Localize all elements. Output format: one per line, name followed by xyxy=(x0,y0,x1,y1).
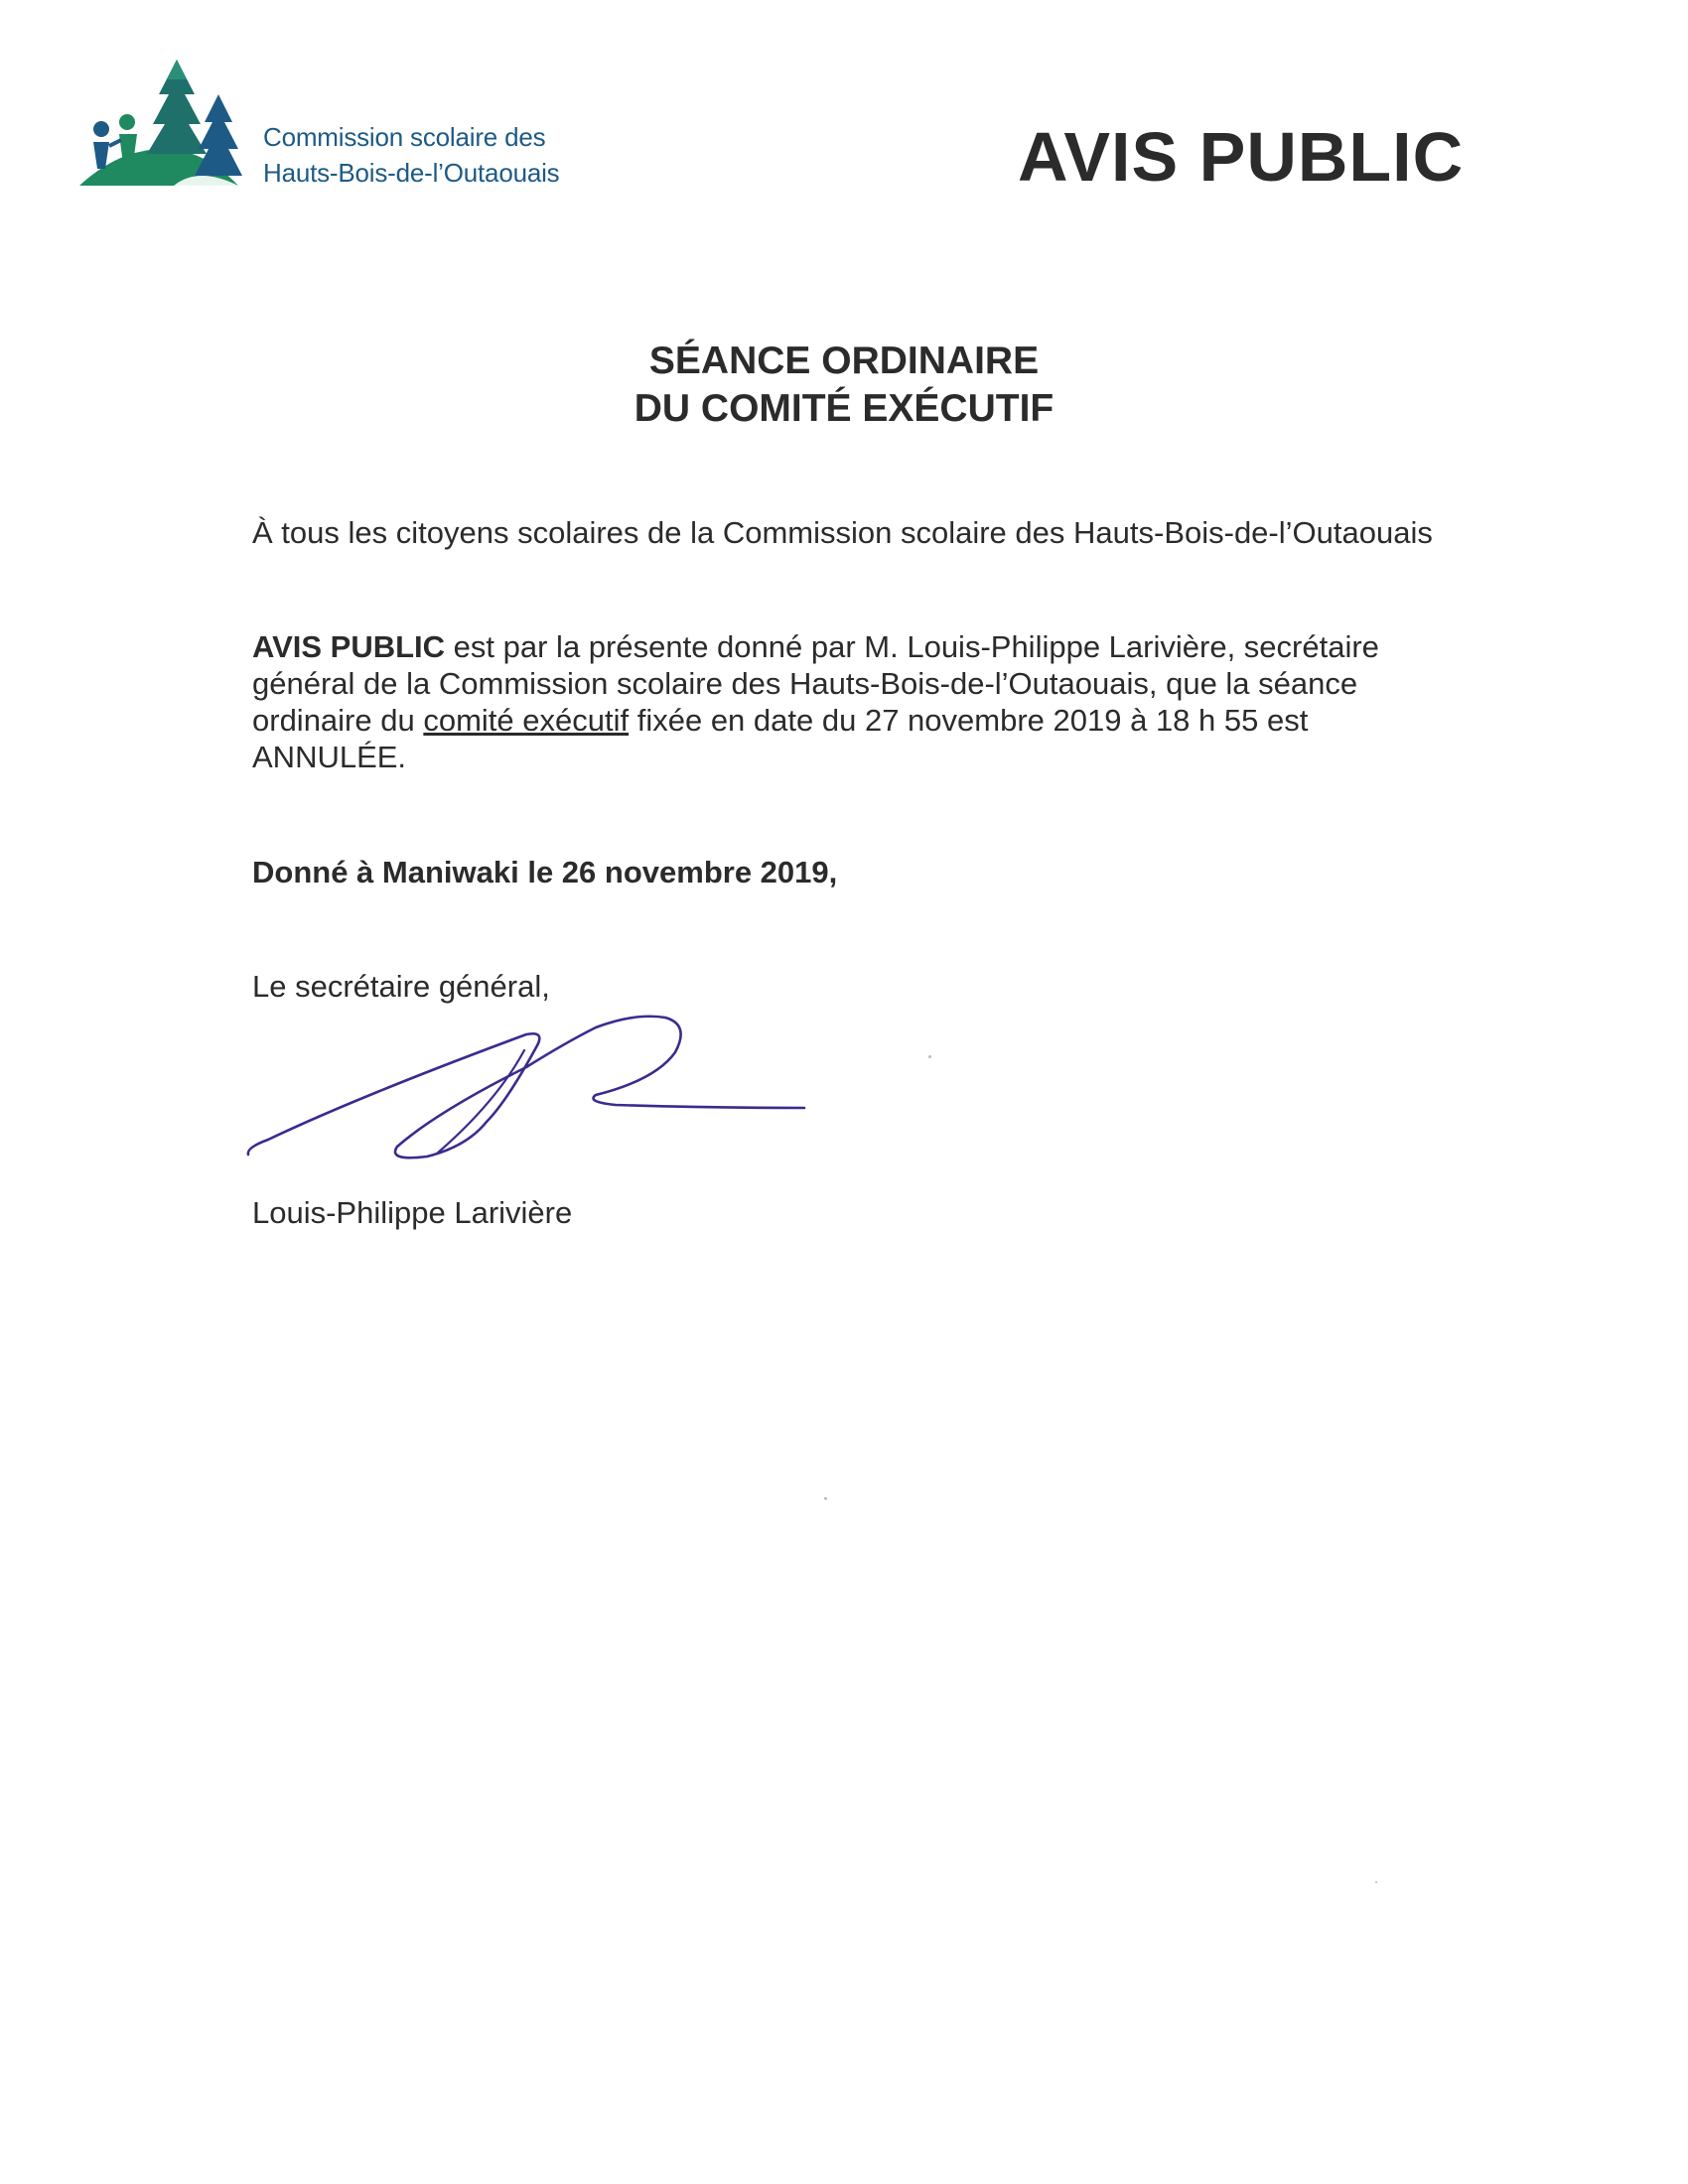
trees-and-children-logo-icon xyxy=(79,55,258,194)
notice-lead: AVIS PUBLIC xyxy=(252,629,446,664)
heading-line2: DU COMITÉ EXÉCUTIF xyxy=(633,387,1055,430)
masthead-title: AVIS PUBLIC xyxy=(1018,118,1465,196)
organization-name-line1: Commission scolaire des xyxy=(263,122,546,152)
notice-text-part1: est par la présente donné par M. Louis-Philippe Larivière, secrétaire général de la Commission scolaire des Hauts-Bois-de-l’Outaouais, que la séance ordinaire du xyxy=(252,629,1379,738)
given-at-line: Donné à Maniwaki le 26 novembre 2019, xyxy=(252,855,838,889)
scan-speck xyxy=(1375,1881,1377,1883)
scan-speck xyxy=(928,1055,931,1058)
scan-speck xyxy=(824,1497,827,1500)
organization-name-line2: Hauts-Bois-de-l’Outaouais xyxy=(263,158,560,188)
signer-name: Louis-Philippe Larivière xyxy=(252,1195,573,1230)
notice-text-part2: fixée en date du 27 novembre 2019 à 18 h 55 est ANNULÉE. xyxy=(252,703,1309,774)
address-paragraph: À tous les citoyens scolaires de la Commission scolaire des Hauts-Bois-de-l’Outaouais xyxy=(252,515,1433,550)
heading-line1: SÉANCE ORDINAIRE xyxy=(648,340,1040,382)
organization-name xyxy=(263,119,559,191)
document-heading xyxy=(0,338,1688,433)
notice-paragraph xyxy=(252,628,1448,775)
handwritten-signature xyxy=(238,1003,814,1181)
committee-name: comité exécutif xyxy=(423,703,630,738)
organization-logo xyxy=(79,55,576,194)
closing-line: Le secrétaire général, xyxy=(252,969,550,1004)
